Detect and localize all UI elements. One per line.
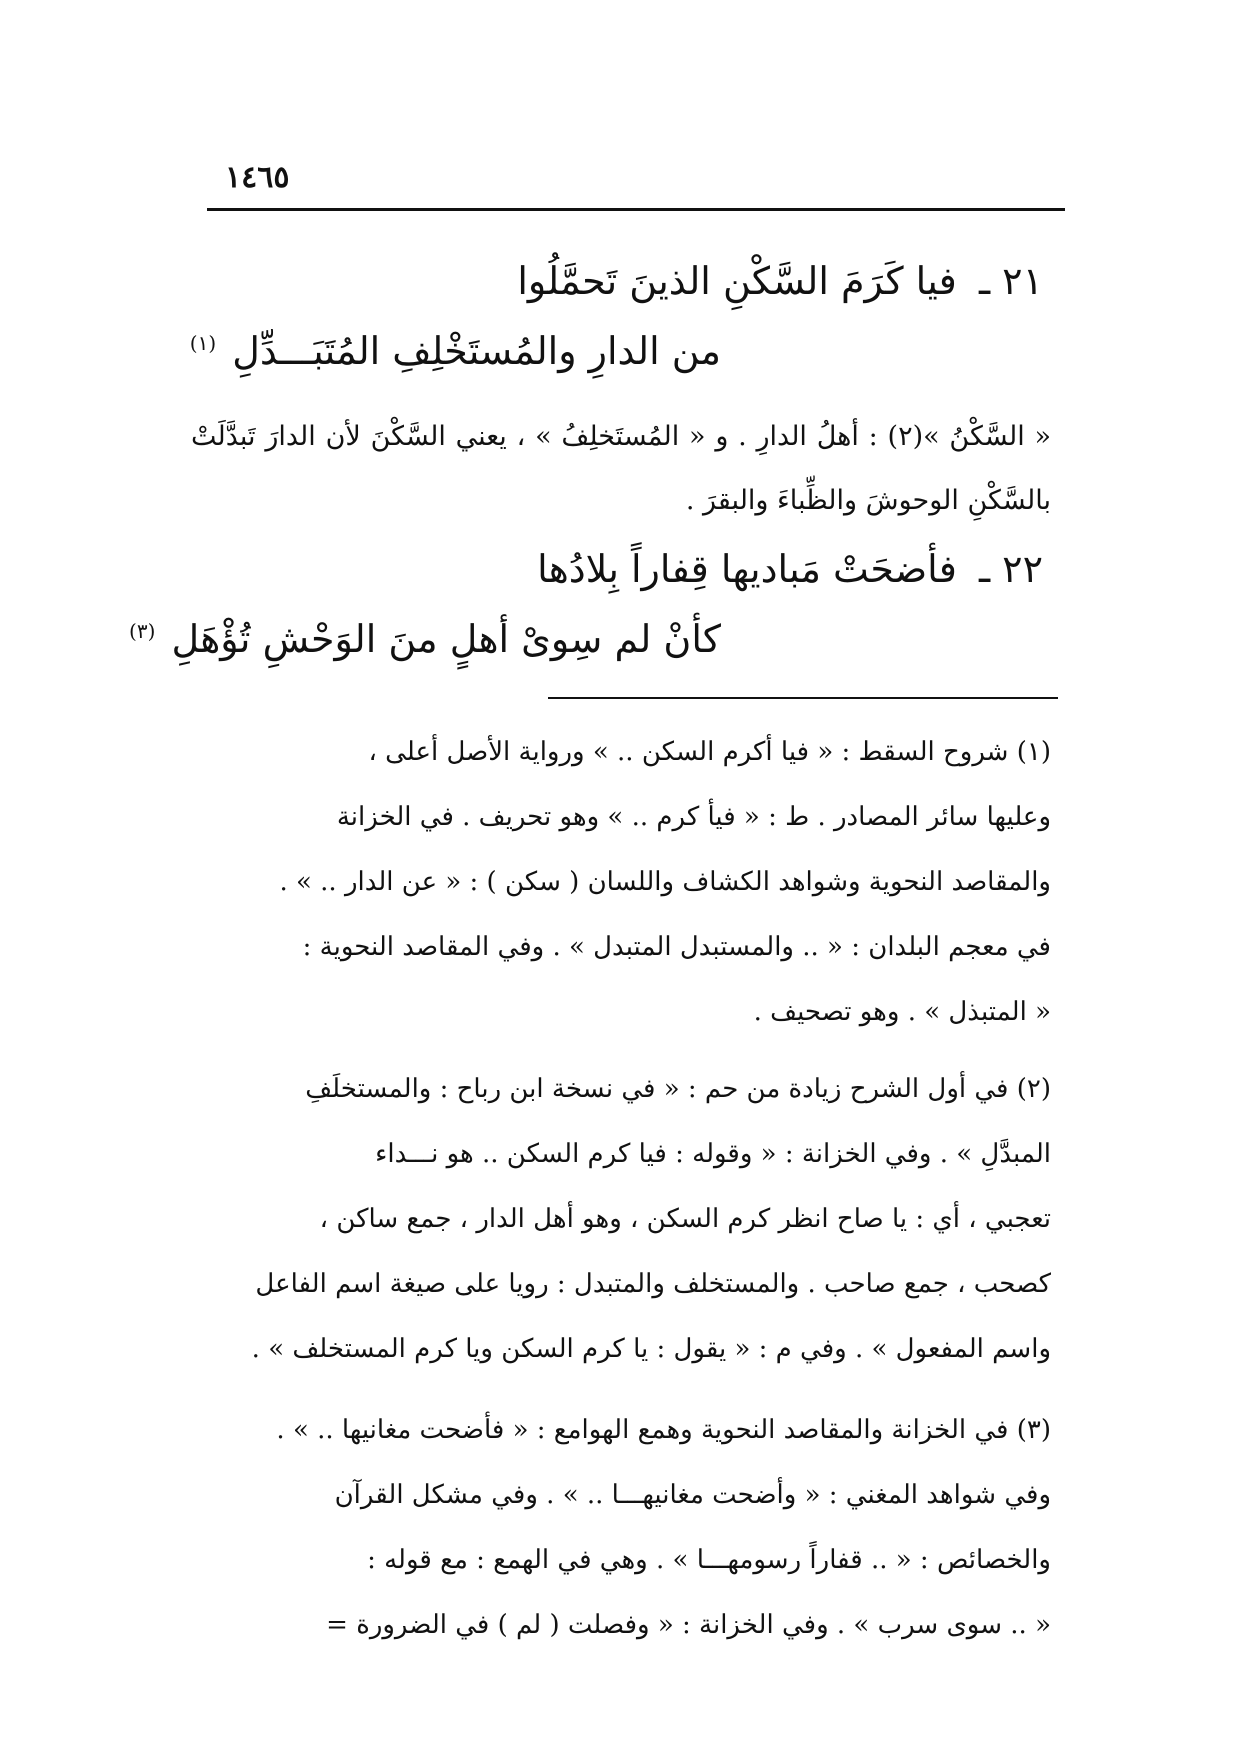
- footnote-line: والمقاصد النحوية وشواهد الكشاف واللسان ( سكن ) : « عن الدار .. » .: [279, 867, 1051, 897]
- verse-22-hemistich-1-text: فأضحَتْ مَباديها قِفاراً بِلادُها: [537, 547, 957, 591]
- verse-22-first-hemistich: [537, 547, 1043, 591]
- footnote-line: « .. سوى سرب » . وفي الخزانة : « وفصلت ( لم ) في الضرورة =: [326, 1610, 1051, 1640]
- verse-21-second-hemistich: [189, 329, 721, 373]
- verse-22-second-hemistich: [129, 617, 721, 661]
- verse-21-commentary: « السَّكْنُ »(٢) : أهلُ الدارِ . و « المُستَخلِفُ » ، يعني السَّكْنَ لأن الدارَ تَبدَّلَتْ بالسَّكْنِ الوحوشَ والظِّباءَ والبقرَ .: [191, 421, 1052, 516]
- footnote-line: وفي شواهد المغني : « وأضحت مغانيهـــا .. » . وفي مشكل القرآن: [334, 1480, 1051, 1510]
- verse-21-hemistich-1-text: فيا كَرَمَ السَّكْنِ الذينَ تَحمَّلُوا: [517, 259, 957, 303]
- footnote-separator: [548, 697, 1058, 699]
- footnote-line: واسم المفعول » . وفي م : « يقول : يا كرم السكن ويا كرم المستخلف » .: [251, 1334, 1051, 1364]
- footnote-line: (١) شروح السقط : « فيا أكرم السكن .. » ورواية الأصل أعلى ،: [368, 737, 1051, 767]
- footnote-line: وعليها سائر المصادر . ط : « فيأ كرم .. » وهو تحريف . في الخزانة: [336, 802, 1051, 832]
- verse-21-number: ٢١ ـ: [978, 259, 1043, 303]
- verse-21-note-ref: (١): [189, 331, 217, 356]
- footnote-line: (٣) في الخزانة والمقاصد النحوية وهمع الهوامع : « فأضحت مغانيها .. » .: [276, 1415, 1051, 1445]
- footnote-line: في معجم البلدان : « .. والمستبدل المتبدل » . وفي المقاصد النحوية :: [302, 932, 1051, 962]
- verse-22-note-ref: (٣): [129, 619, 156, 644]
- verse-21-first-hemistich: [517, 259, 1043, 303]
- verse-22-hemistich-2-text: كأنْ لم سِوىْ أهلٍ منَ الوَحْشِ تُؤْهَلِ: [171, 617, 721, 661]
- footnote-3: [191, 1398, 1051, 1658]
- footnote-line: المبدَّلِ » . وفي الخزانة : « وقوله : فيا كرم السكن .. هو نـــداء: [375, 1139, 1051, 1169]
- footnote-1: [191, 720, 1051, 1045]
- footnote-line: (٢) في أول الشرح زيادة من حم : « في نسخة ابن رباح : والمستخلَفِ: [305, 1074, 1051, 1104]
- footnote-line: كصحب ، جمع صاحب . والمستخلف والمتبدل : رويا على صيغة اسم الفاعل: [255, 1269, 1051, 1299]
- footnote-line: « المتبذل » . وهو تصحيف .: [753, 997, 1051, 1027]
- header-rule: [207, 208, 1065, 211]
- verse-22-number: ٢٢ ـ: [978, 547, 1043, 591]
- footnote-line: والخصائص : « .. قفاراً رسومهـــا » . وهي في الهمع : مع قوله :: [367, 1545, 1051, 1575]
- footnote-line: تعجبي ، أي : يا صاح انظر كرم السكن ، وهو أهل الدار ، جمع ساكن ،: [319, 1204, 1051, 1234]
- page-number: ١٤٦٥: [225, 160, 290, 195]
- verse-21-hemistich-2-text: من الدارِ والمُستَخْلِفِ المُتَبَـــدِّلِ: [232, 329, 721, 373]
- footnote-2: [191, 1057, 1051, 1382]
